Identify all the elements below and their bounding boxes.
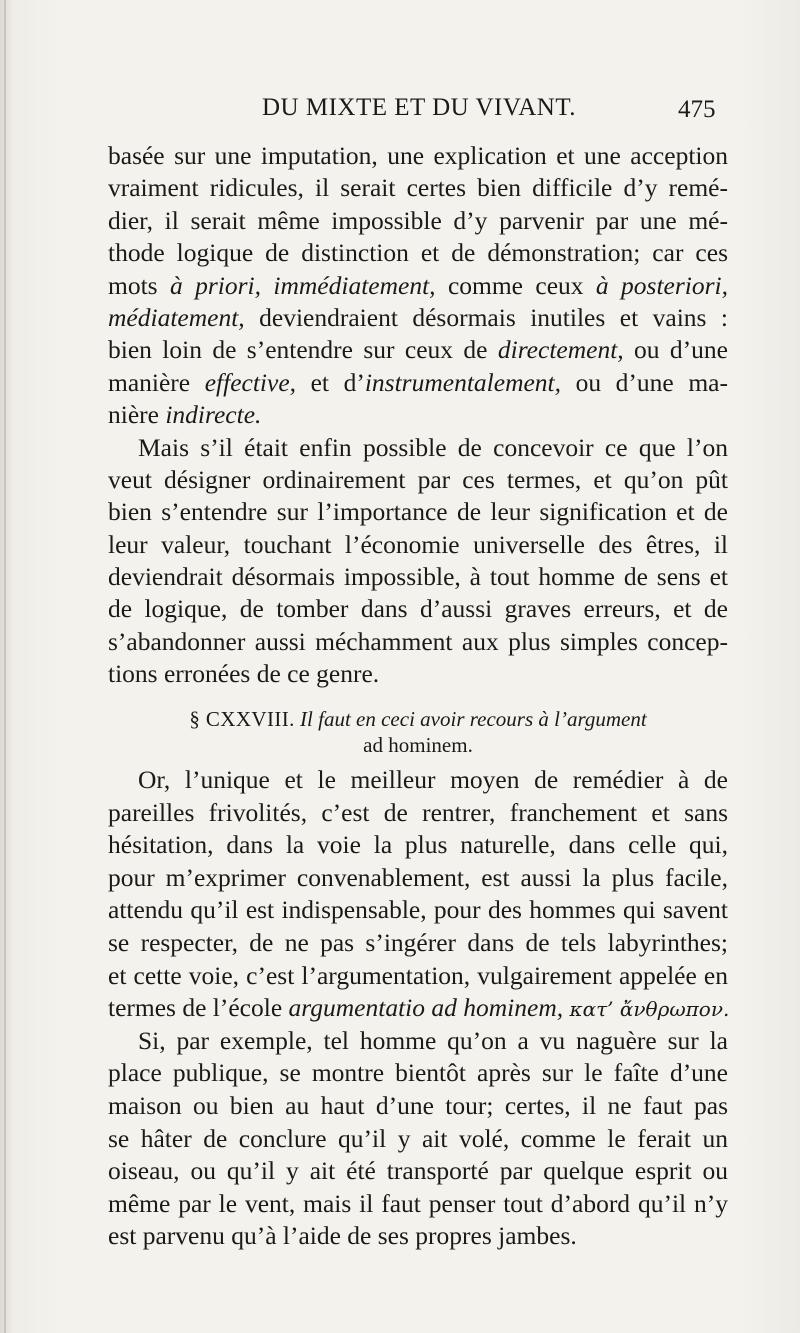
text-line: oiseau, ou qu’il y ait été transporté par quelque esprit ou (108, 1156, 728, 1186)
text-line: manière effective, et d’instrumentalement, ou d’une ma- (108, 367, 728, 397)
text-line: Si, par exemple, tel homme qu’on a vu naguère sur la (138, 1025, 728, 1055)
text-line: s’abandonner aussi méchamment aux plus simples concep- (108, 626, 728, 656)
text-line: leur valeur, touchant l’économie universelle des êtres, il (108, 529, 728, 559)
section-title: Il faut en ceci avoir recours à l’argument (300, 707, 647, 731)
text-line: se hâter de conclure qu’il y ait volé, comme le ferait un (108, 1123, 728, 1153)
text-line: bien s’entendre sur l’importance de leur signification et de (108, 497, 728, 527)
section-title-continuation: ad hominem. (363, 733, 473, 757)
page-number: 475 (678, 96, 716, 123)
text-line: vraiment ridicules, il serait certes bien difficile d’y remé- (108, 173, 728, 203)
section-number: § CXXVIII. (189, 707, 295, 731)
text-line: médiatement, deviendraient désormais inutiles et vains : (108, 302, 728, 332)
text-line: basée sur une imputation, une explication et une acception (108, 141, 728, 170)
text-line: est parvenu qu’à l’aide de ses propres jambes. (108, 1221, 577, 1251)
text-line: et cette voie, c’est l’argumentation, vulgairement appelée en (108, 960, 728, 990)
text-line: Or, l’unique et le meilleur moyen de remédier à de (138, 765, 728, 794)
text-line: attendu qu’il est indispensable, pour des hommes qui savent (108, 895, 728, 925)
text-line: même par le vent, mais il faut penser tout d’abord qu’il n’y (108, 1188, 728, 1218)
text-line: Mais s’il était enfin possible de concevoir ce que l’on (138, 432, 728, 462)
text-line: bien loin de s’entendre sur ceux de directement, ou d’une (108, 335, 728, 365)
section-heading (108, 706, 728, 758)
page-gutter-edge (4, 0, 6, 1333)
text-line: se respecter, de ne pas s’ingérer dans de tels labyrinthes; (108, 927, 728, 957)
greek-phrase: κατ’ ἄνθρωπον. (569, 997, 730, 1022)
body-text-upper (108, 140, 728, 691)
text-line: deviendrait désormais impossible, à tout homme de sens et (108, 562, 728, 592)
text-line: tions erronées de ce genre. (108, 659, 380, 689)
text-line: mots à priori, immédiatement, comme ceux à posteriori, (108, 270, 729, 300)
text-line: nière indirecte. (108, 400, 262, 430)
text-line: thode logique de distinction et de démonstration; car ces (108, 238, 728, 268)
section-heading-line-2 (108, 732, 728, 758)
text-line: place publique, se montre bientôt après sur le faîte d’une (108, 1058, 728, 1088)
text-line: dier, il serait même impossible d’y parvenir par une mé- (108, 205, 728, 235)
text-line: de logique, de tomber dans d’aussi graves erreurs, et de (108, 594, 728, 624)
running-head (0, 94, 800, 134)
text-line: pour m’exprimer convenablement, est aussi la plus facile, (108, 862, 728, 892)
text-line: termes de l’école argumentatio ad hominem, κατ’ ἄνθρωπον. (108, 993, 730, 1023)
running-title: DU MIXTE ET DU VIVANT. (262, 94, 576, 121)
text-line: veut désigner ordinairement par ces termes, et qu’on pût (108, 464, 728, 494)
text-line: hésitation, dans la voie la plus naturelle, dans celle qui, (108, 830, 728, 860)
text-line: pareilles frivolités, c’est de rentrer, franchement et sans (108, 797, 728, 827)
section-heading-line-1 (108, 706, 728, 732)
body-text-lower (108, 764, 728, 1253)
text-line: maison ou bien au haut d’une tour; certes, il ne faut pas (108, 1090, 728, 1120)
